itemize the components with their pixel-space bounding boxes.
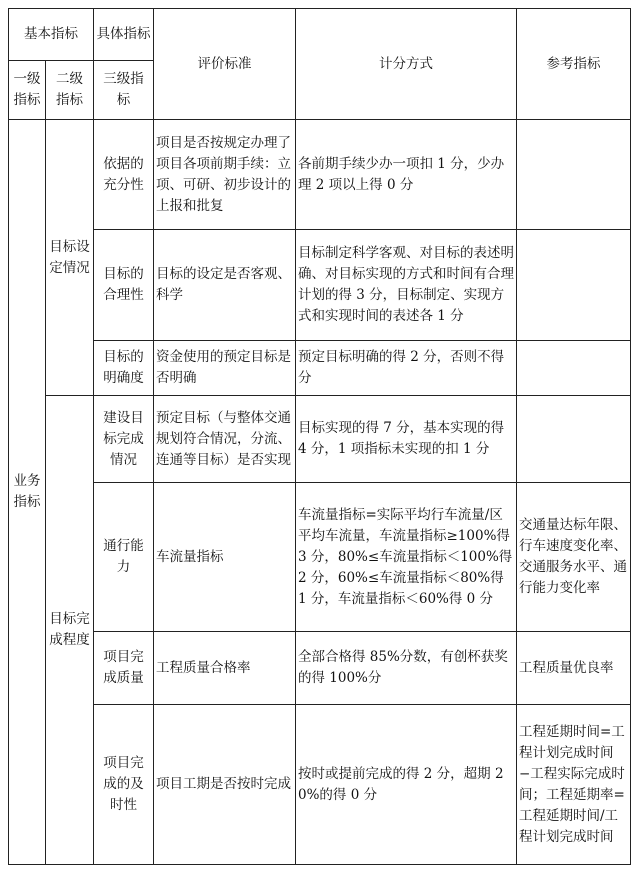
- scoring-cell: 按时或提前完成的得 2 分，超期 20%的得 0 分: [296, 705, 517, 865]
- table-row: [9, 483, 631, 632]
- header-scoring-method: 计分方式: [296, 9, 517, 120]
- level3-cell: 通行能力: [94, 483, 154, 632]
- table-row: [9, 705, 631, 865]
- reference-cell: [517, 341, 631, 396]
- level2-cell: 目标设定情况: [46, 120, 94, 396]
- level3-cell: 目标的合理性: [94, 230, 154, 341]
- table-row: [9, 396, 631, 483]
- reference-cell: 交通量达标年限、行车速度变化率、交通服务水平、通行能力变化率: [517, 483, 631, 632]
- level3-cell: 建设目标完成情况: [94, 396, 154, 483]
- header-basic-indicator: 基本指标: [9, 9, 94, 61]
- scoring-cell: 目标制定科学客观、对目标的表述明确、对目标实现的方式和时间有合理计划的得 3 分，目标制定、实现方式和实现时间的表述各 1 分: [296, 230, 517, 341]
- level1-cell: 业务指标: [9, 120, 46, 865]
- scoring-cell: 各前期手续少办一项扣 1 分，少办理 2 项以上得 0 分: [296, 120, 517, 230]
- standard-cell: 工程质量合格率: [154, 632, 296, 705]
- standard-cell: 项目工期是否按时完成: [154, 705, 296, 865]
- level3-cell: 目标的明确度: [94, 341, 154, 396]
- level3-cell: 项目完成的及时性: [94, 705, 154, 865]
- indicator-table: [8, 8, 631, 865]
- table-row: [9, 632, 631, 705]
- header-level2: 二级指标: [46, 61, 94, 120]
- header-level3: 三级指标: [94, 61, 154, 120]
- header-level1: 一级指标: [9, 61, 46, 120]
- header-reference-indicator: 参考指标: [517, 9, 631, 120]
- header-specific-indicator: 具体指标: [94, 9, 154, 61]
- level3-cell: 项目完成质量: [94, 632, 154, 705]
- scoring-cell: 全部合格得 85%分数，有创杯获奖的得 100%分: [296, 632, 517, 705]
- header-evaluation-standard: 评价标准: [154, 9, 296, 120]
- reference-cell: [517, 396, 631, 483]
- header-row-1: [9, 9, 631, 61]
- scoring-cell: 车流量指标=实际平均行车流量/区平均车流量，车流量指标≥100%得 3 分，80%≤车流量指标＜100%得 2 分，60%≤车流量指标＜80%得 1 分，车流量指标＜60%得 0 分: [296, 483, 517, 632]
- scoring-cell: 预定目标明确的得 2 分，否则不得分: [296, 341, 517, 396]
- reference-cell: 工程质量优良率: [517, 632, 631, 705]
- standard-cell: 车流量指标: [154, 483, 296, 632]
- standard-cell: 项目是否按规定办理了项目各项前期手续：立项、可研、初步设计的上报和批复: [154, 120, 296, 230]
- table-row: [9, 341, 631, 396]
- table-row: [9, 230, 631, 341]
- standard-cell: 目标的设定是否客观、科学: [154, 230, 296, 341]
- reference-cell: [517, 120, 631, 230]
- reference-cell: [517, 230, 631, 341]
- standard-cell: 预定目标（与整体交通规划符合情况，分流、连通等目标）是否实现: [154, 396, 296, 483]
- reference-cell: 工程延期时间=工程计划完成时间−工程实际完成时间；工程延期率=工程延期时间/工程计划完成时间: [517, 705, 631, 865]
- standard-cell: 资金使用的预定目标是否明确: [154, 341, 296, 396]
- level3-cell: 依据的充分性: [94, 120, 154, 230]
- level2-cell: 目标完成程度: [46, 396, 94, 865]
- scoring-cell: 目标实现的得 7 分，基本实现的得 4 分，1 项指标未实现的扣 1 分: [296, 396, 517, 483]
- table-row: [9, 120, 631, 230]
